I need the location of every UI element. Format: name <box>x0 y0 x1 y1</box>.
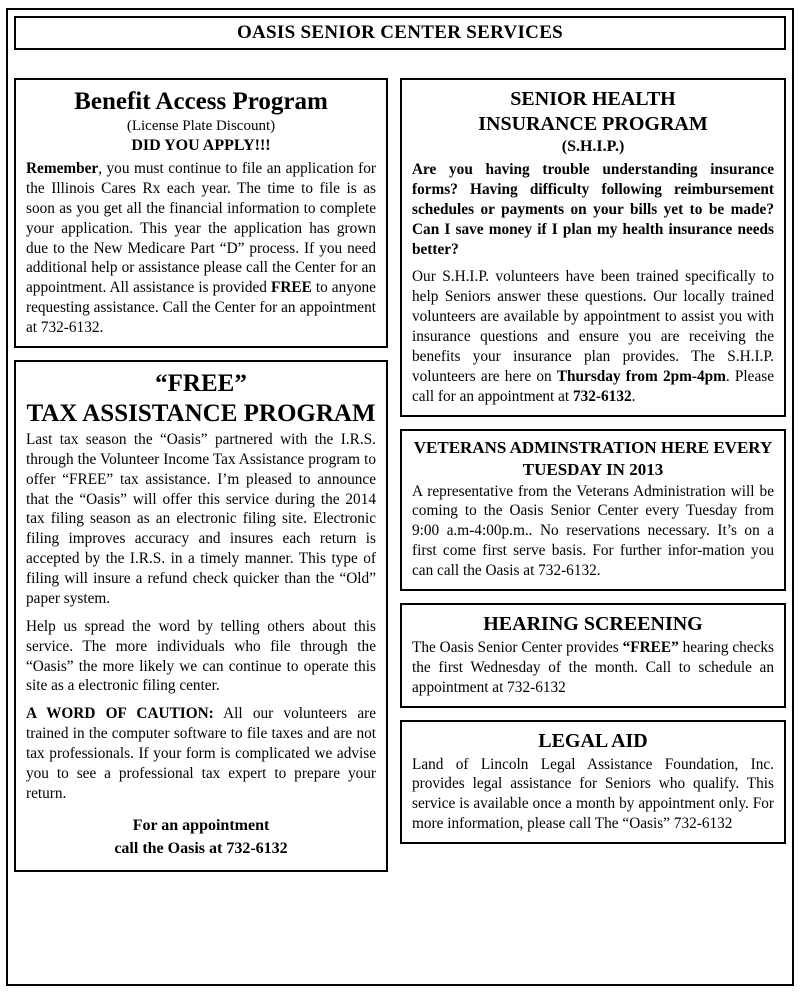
benefit-access-title: Benefit Access Program <box>74 88 328 115</box>
veterans-title-line1: VETERANS ADMINSTRATION HERE EVERY <box>413 437 773 457</box>
hearing-text-2: hearing checks the first Wednesday of the month. Call to schedule an appointment at 732-6132 <box>412 638 774 696</box>
page-title: OASIS SENIOR CENTER SERVICES <box>236 22 564 43</box>
benefit-access-text-2: to anyone requesting assistance. Call the Center for an appointment at 732-6132. <box>26 279 376 336</box>
ship-title-line1: SENIOR HEALTH <box>510 88 676 110</box>
benefit-access-paragraph <box>26 159 376 338</box>
section-senior-health-insurance-program <box>400 78 786 417</box>
tax-assistance-closing <box>26 814 376 860</box>
ship-schedule: Thursday from 2pm-4pm <box>556 367 726 385</box>
tax-assistance-title-line2: TAX ASSISTANCE PROGRAM <box>26 399 376 427</box>
section-tax-assistance-program <box>14 360 388 872</box>
tax-assistance-closing-line2: call the Oasis at 732-6132 <box>114 839 288 857</box>
hearing-text-1: The Oasis Senior Center provides <box>412 638 623 656</box>
benefit-access-callout: DID YOU APPLY!!! <box>131 137 271 154</box>
benefit-access-subtitle: (License Plate Discount) <box>126 118 276 134</box>
section-benefit-access-program <box>14 78 388 348</box>
legal-aid-paragraph: Land of Lincoln Legal Assistance Foundation, Inc. provides legal assistance for Seniors who qualify. This service is available once a month by appointment only. For more information, please call The “Oasis” 732-6132 <box>412 755 774 833</box>
benefit-access-lead-word: Remember <box>26 160 99 177</box>
ship-title-line2: INSURANCE PROGRAM <box>478 113 708 135</box>
ship-subtitle: (S.H.I.P.) <box>561 138 625 155</box>
ship-phone: 732-6132 <box>572 387 632 405</box>
ship-text-2: . Please call for an appointment at <box>412 367 774 405</box>
section-hearing-screening <box>400 603 786 708</box>
tax-assistance-paragraph-1: Last tax season the “Oasis” partnered with the I.R.S. through the Volunteer Income Tax Assistance program to offer “FREE” tax assistance. I’m pleased to announce that the “Oasis” will offer this service during the 2014 tax filing season as an electronic filing site. Electronic filing improves accuracy and insures each return is accepted by the I.R.S. in a timely manner. This type of filing will insure a refund check quicker than the “Old” paper system. <box>26 430 376 607</box>
benefit-access-free-word: FREE <box>271 279 312 297</box>
tax-assistance-title-line1: “FREE” <box>155 369 247 397</box>
legal-aid-title: LEGAL AID <box>538 729 648 752</box>
ship-paragraph <box>412 267 774 406</box>
hearing-free-word: “FREE” <box>622 638 679 656</box>
veterans-title-line2: TUESDAY IN 2013 <box>522 459 664 479</box>
tax-assistance-paragraph-3 <box>26 704 376 803</box>
content-columns <box>14 78 786 872</box>
ship-questions: Are you having trouble understanding insurance forms? Having difficulty following reimbursement schedules or payments on your bills yet to be made? Can I save money if I plan my health insurance needs better? <box>412 161 774 258</box>
tax-assistance-closing-line1: For an appointment <box>132 816 270 834</box>
section-legal-aid <box>400 720 786 845</box>
hearing-title: HEARING SCREENING <box>483 612 703 635</box>
ship-text-1: Our S.H.I.P. volunteers have been trained specifically to help Seniors answer these questions. Our locally trained volunteers are available by appointment to assist you with insurance questions and ensure you are receiving the benefits your insurance plan provides. The S.H.I.P. volunteers are here on <box>412 268 774 385</box>
tax-assistance-paragraph-2: Help us spread the word by telling others about this service. The more individuals who file through the “Oasis” the more likely we can continue to operate this site as a electronic filing center. <box>26 617 376 695</box>
tax-assistance-caution-text: All our volunteers are trained in the computer software to file taxes and are not tax professionals. If your form is complicated we advise you to see a professional tax expert to prepare your return. <box>26 705 376 802</box>
veterans-paragraph: A representative from the Veterans Administration will be coming to the Oasis Senior Center every Tuesday from 9:00 a.m-4:00p.m.. No reservations necessary. It’s on a first come first serve basis. For further infor-mation you can call the Oasis at 732-6132. <box>412 482 774 580</box>
section-veterans-administration <box>400 429 786 591</box>
left-column <box>14 78 388 872</box>
benefit-access-text-1: , you must continue to file an application for the Illinois Cares Rx each year. The time to file is as soon as you get all the financial information to complete your application. This year the application has grown due to the New Medicare Part “D” process. If you need additional help or assistance please call the Center for an appointment. All assistance is provided <box>26 160 376 297</box>
banner <box>14 16 786 50</box>
ship-text-3: . <box>631 387 636 405</box>
hearing-paragraph <box>412 638 774 698</box>
right-column <box>400 78 786 844</box>
tax-assistance-caution-lead: A WORD OF CAUTION: <box>26 705 214 723</box>
